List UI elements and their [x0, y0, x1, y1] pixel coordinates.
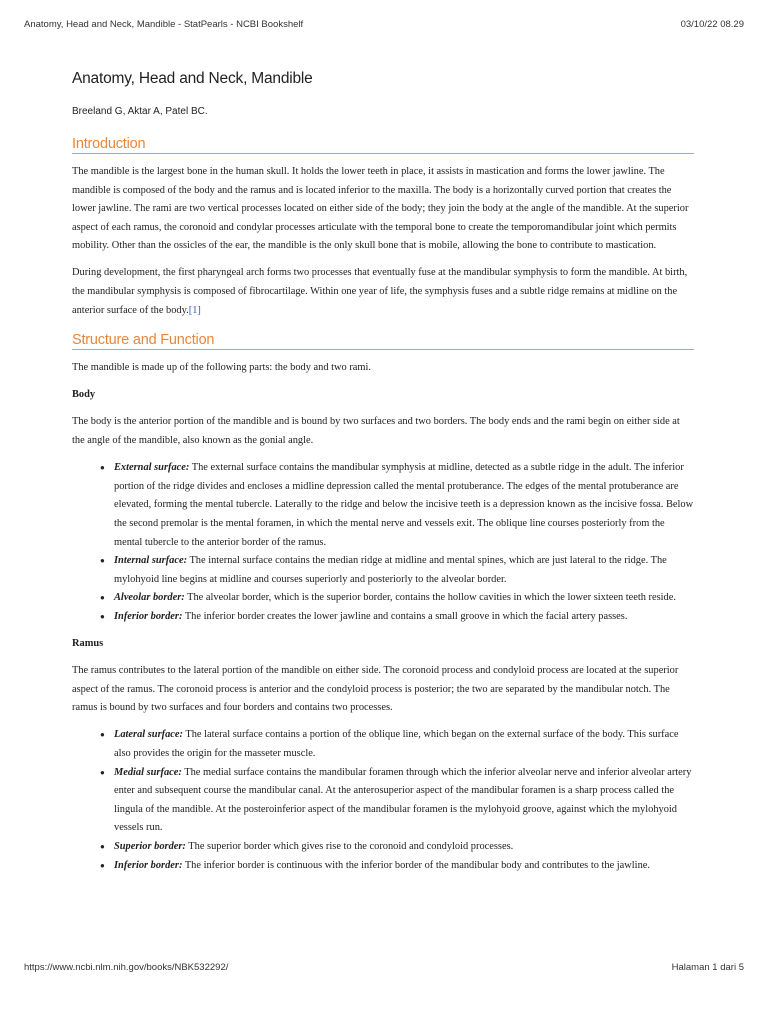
citation-link[interactable]: [1]: [188, 304, 201, 316]
intro-paragraph-2-text: During development, the first pharyngeal arch forms two processes that eventually fuse at the mandibular symphysis to form the mandible. At birth, the mandibular symphysis is composed of fibrocartilage. Within one year of life, the symphysis fuses and a subtle ridge remains at midline on the anterior surface of the body.: [72, 267, 688, 316]
section-heading-structure: Structure and Function: [72, 332, 694, 350]
print-footer-url: https://www.ncbi.nlm.nih.gov/books/NBK532292/: [24, 962, 229, 973]
intro-paragraph-1: The mandible is the largest bone in the human skull. It holds the lower teeth in place, it assists in mastication and forms the lower jawline. The mandible is composed of the body and the ramus and is located inferior to the maxilla. The body is a horizontally curved portion that creates the lower jawline. The rami are two vertical processes located on either side of the body; they join the body at the angle of the mandible. At the superior aspect of each ramus, the coronoid and condylar processes articulate with the temporal bone to create the temporomandibular joint which permits mobility. Other than the ossicles of the ear, the mandible is the only skull bone that is mobile, allowing the bone to contribute to mastication.: [72, 166, 689, 252]
bullet-icon: ●: [100, 463, 105, 473]
list-item-text: The alveolar border, which is the superior border, contains the hollow cavities in which the lower sixteen teeth reside.: [184, 592, 676, 604]
ramus-list: [72, 726, 694, 875]
list-item-text: The external surface contains the mandibular symphysis at midline, detected as a subtle ridge in the adult. The inferior portion of the ridge divides and encloses a midline depression called the mental protuberance. The edges of the mental protuberance are elevated, forming the mental tubercle. Laterally to the ridge and below the incisive teeth is a depression known as the incisive fossa. Below the second premolar is the mental foramen, in which the mental nerve and vessels exit. The oblique line courses posteriorly from the mental tubercle to the anterior border of the ramus.: [114, 462, 694, 548]
print-header-title: Anatomy, Head and Neck, Mandible - StatPearls - NCBI Bookshelf: [24, 19, 304, 30]
section-heading-introduction: Introduction: [72, 136, 694, 154]
bullet-icon: ●: [100, 767, 105, 777]
print-header-timestamp: 03/10/22 08.29: [680, 19, 744, 30]
list-item: [100, 608, 694, 627]
list-item-text: The lateral surface contains a portion of the oblique line, which began on the external surface of the body. This surface also provides the origin for the masseter muscle.: [114, 729, 679, 759]
list-item-text: The inferior border is continuous with the inferior border of the mandibular body and contributes to the jawline.: [182, 859, 650, 871]
article-authors: Breeland G, Aktar A, Patel BC.: [72, 106, 208, 117]
bullet-icon: ●: [100, 841, 105, 851]
print-header: [24, 19, 744, 30]
structure-intro: The mandible is made up of the following parts: the body and two rami.: [72, 362, 371, 374]
list-item-term: Inferior border:: [114, 859, 183, 871]
bullet-icon: ●: [100, 556, 105, 566]
subheading-ramus: Ramus: [72, 637, 104, 649]
article-content: [72, 70, 694, 884]
ramus-paragraph: The ramus contributes to the lateral portion of the mandible on either side. The coronoid process and condyloid process are located at the superior aspect of the ramus. The coronoid process is anterior and the condyloid process is posterior; the two are separated by the mandibular notch. The ramus is bound by two surfaces and four borders and contains two processes.: [72, 665, 679, 714]
list-item: [100, 459, 694, 552]
article-title: Anatomy, Head and Neck, Mandible: [72, 70, 313, 87]
list-item: [100, 589, 694, 608]
intro-paragraph-2: [72, 264, 694, 320]
list-item-text: The medial surface contains the mandibular foramen through which the inferior alveolar nerve and inferior alveolar artery enter and subsequent course the mandibular canal. At the anterosuperior aspect of the mandibular foramen is a sharp process called the lingula of the mandible. At the posteroinferior aspect of the mandibular foramen is the mylohyoid groove, against which the mylohyoid vessels run.: [114, 766, 692, 834]
body-paragraph: The body is the anterior portion of the mandible and is bound by two surfaces and two borders. The body ends and the rami begin on either side at the angle of the mandible, also known as the gonial angle.: [72, 416, 680, 447]
list-item-term: Alveolar border:: [114, 592, 185, 604]
print-footer-page-number: Halaman 1 dari 5: [671, 962, 744, 973]
subheading-body: Body: [72, 389, 96, 401]
list-item-term: Internal surface:: [114, 555, 188, 567]
bullet-icon: ●: [100, 860, 105, 870]
bullet-icon: ●: [100, 730, 105, 740]
list-item-term: Medial surface:: [114, 766, 182, 778]
list-item: [100, 838, 694, 857]
list-item: [100, 552, 694, 589]
list-item-term: Lateral surface:: [114, 729, 183, 741]
body-list: [72, 459, 694, 626]
bullet-icon: ●: [100, 593, 105, 603]
bullet-icon: ●: [100, 611, 105, 621]
list-item-text: The internal surface contains the median ridge at midline and mental spines, which are just lateral to the ridge. The mylohyoid line begins at midline and courses superiorly and posteriorly to the alveolar border.: [114, 555, 667, 585]
list-item: [100, 764, 694, 838]
list-item-text: The inferior border creates the lower jawline and contains a small groove in which the facial artery passes.: [182, 610, 628, 622]
list-item: [100, 726, 694, 763]
list-item-text: The superior border which gives rise to the coronoid and condyloid processes.: [185, 840, 514, 852]
list-item-term: Superior border:: [114, 840, 186, 852]
list-item-term: Inferior border:: [114, 610, 183, 622]
list-item-term: External surface:: [114, 462, 190, 474]
print-footer: [24, 962, 744, 973]
list-item: [100, 857, 694, 876]
